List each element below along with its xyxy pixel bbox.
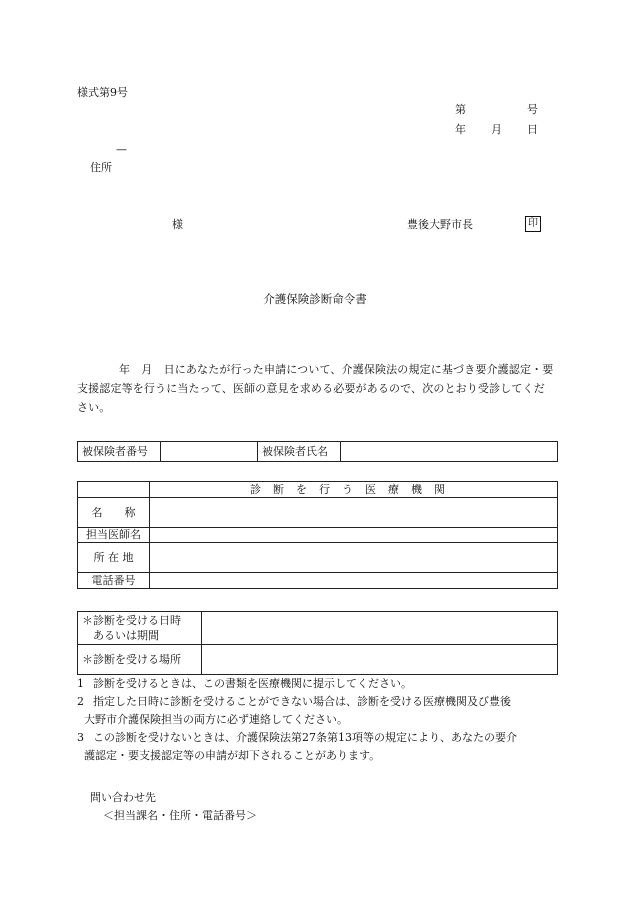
facility-header-spacer <box>78 482 150 498</box>
exam-datetime-label-line1: ＊診断を受ける日時 <box>82 614 181 627</box>
facility-name-label: 名 称 <box>78 498 150 528</box>
list-item <box>77 675 557 693</box>
insured-name-field[interactable] <box>341 442 558 462</box>
table-row <box>78 645 558 675</box>
issuer-name: 豊後大野市長 <box>407 218 473 231</box>
document-title: 介護保険診断命令書 <box>263 292 367 306</box>
schedule-table <box>77 611 558 675</box>
table-row <box>78 482 558 498</box>
medical-facility-table <box>77 481 558 589</box>
exam-location-field[interactable] <box>202 645 558 675</box>
list-item <box>77 729 557 765</box>
note-number: 3 <box>77 731 84 744</box>
note-text-continued: 護認定・要支援認定等の申請が却下されることがあります。 <box>84 749 381 762</box>
addressee-suffix: 様 <box>172 218 183 231</box>
insured-number-label: 被保険者番号 <box>78 442 161 462</box>
doc-number-suffix: 号 <box>527 103 538 116</box>
seal-icon: 印 <box>525 216 541 232</box>
doctor-name-field[interactable] <box>150 528 558 543</box>
facility-table-header: 診断を行う医療機関 <box>150 482 558 498</box>
exam-location-label: ＊診断を受ける場所 <box>78 645 202 675</box>
body-paragraph: 年 月 日にあなたが行った申請について、介護保険法の規定に基づき要介護認定・要支援認定等を行うに当たって、医師の意見を求める必要があるので、次のとおり受診してください。 <box>77 363 554 414</box>
address-label: 住所 <box>90 161 112 174</box>
table-row <box>78 442 558 462</box>
exam-datetime-field[interactable] <box>202 612 558 645</box>
date-year: 年 <box>455 123 466 136</box>
exam-datetime-label <box>78 612 202 645</box>
exam-datetime-label-line2: あるいは期間 <box>93 629 159 642</box>
note-text: 診断を受けるときは、この書類を医療機関に提示してください。 <box>93 677 412 690</box>
contact-label: 問い合わせ先 <box>90 791 156 804</box>
insured-name-label: 被保険者氏名 <box>258 442 341 462</box>
phone-number-field[interactable] <box>150 573 558 589</box>
table-row <box>78 543 558 573</box>
facility-address-field[interactable] <box>150 543 558 573</box>
note-number: 2 <box>77 695 84 708</box>
note-number: 1 <box>77 677 84 690</box>
insured-person-table <box>77 441 558 462</box>
date-day: 日 <box>527 123 538 136</box>
facility-address-label: 所 在 地 <box>78 543 150 573</box>
list-item <box>77 693 557 729</box>
doctor-name-label: 担当医師名 <box>78 528 150 543</box>
notes-list <box>77 675 557 765</box>
insured-number-field[interactable] <box>161 442 258 462</box>
table-row <box>78 528 558 543</box>
date-month: 月 <box>491 123 502 136</box>
form-number: 様式第9号 <box>77 86 128 99</box>
note-text-continued: 大野市介護保険担当の両方に必ず連絡してください。 <box>84 713 348 726</box>
phone-number-label: 電話番号 <box>78 573 150 589</box>
contact-detail: ＜担当課名・住所・電話番号＞ <box>103 809 257 822</box>
table-row <box>78 573 558 589</box>
note-text: 指定した日時に診断を受けることができない場合は、診断を受ける医療機関及び豊後 <box>93 695 511 708</box>
postal-code-dash: — <box>116 143 127 156</box>
table-row <box>78 498 558 528</box>
note-text: この診断を受けないときは、介護保険法第27条第13項等の規定により、あなたの要介 <box>93 731 517 744</box>
table-row <box>78 612 558 645</box>
doc-number-prefix: 第 <box>455 103 466 116</box>
facility-name-field[interactable] <box>150 498 558 528</box>
